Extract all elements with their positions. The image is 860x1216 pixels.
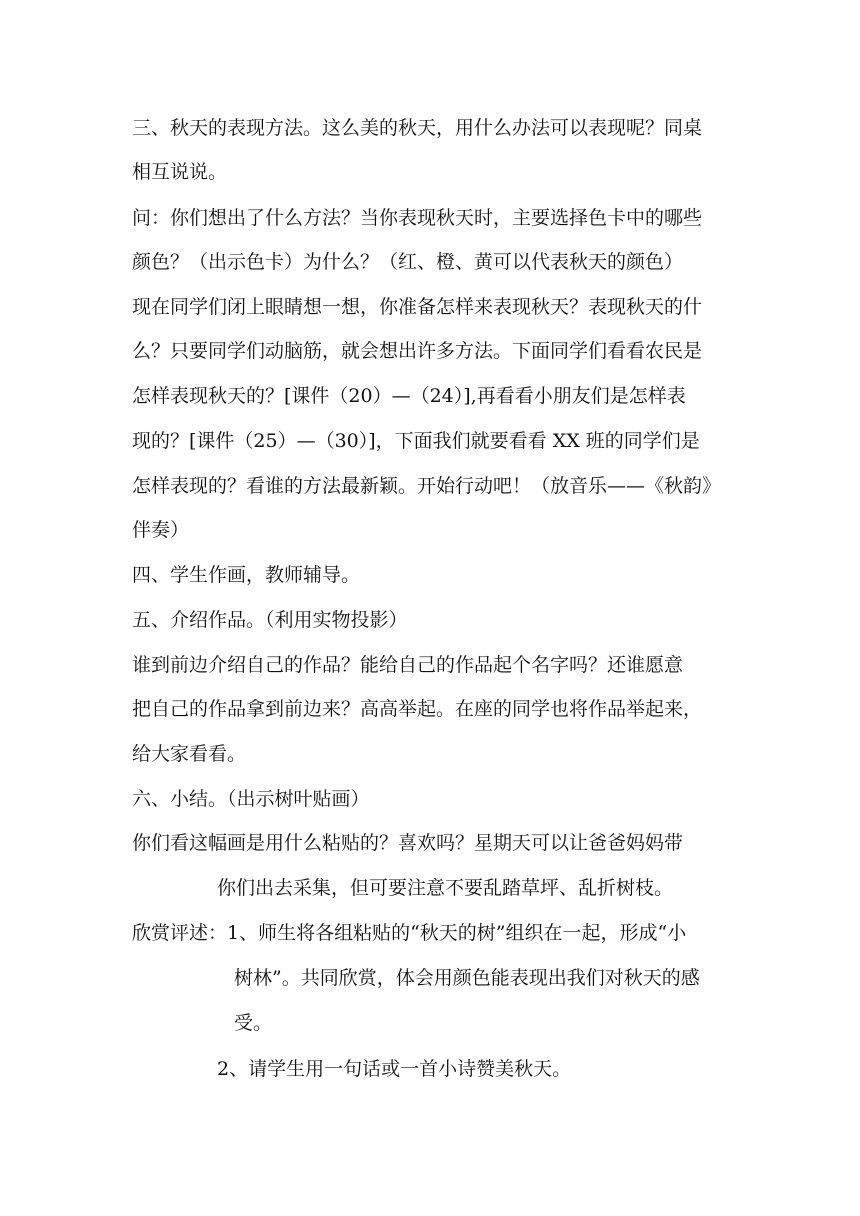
text-line: 问：你们想出了什么方法？当你表现秋天时，主要选择色卡中的哪些 <box>132 207 703 229</box>
text-line: 相互说说。 <box>132 161 228 183</box>
text-line: 把自己的作品拿到前边来？高高举起。在座的同学也将作品举起来， <box>132 698 703 720</box>
section-heading: 六、小结。（出示树叶贴画） <box>132 788 370 810</box>
text-line: 现的？[课件（25）—（30）]，下面我们就要看看 XX 班的同学们是 <box>132 430 700 452</box>
text-line: 受。 <box>234 1012 273 1034</box>
text-line: 么？只要同学们动脑筋，就会想出许多方法。下面同学们看看农民是 <box>132 340 703 362</box>
text-line: 欣赏评述：1、师生将各组粘贴的“秋天的树”组织在一起，形成“小 <box>132 922 687 944</box>
text-line: 树林”。共同欣赏，体会用颜色能表现出我们对秋天的感 <box>234 967 700 989</box>
section-heading: 五、介绍作品。（利用实物投影） <box>132 609 408 631</box>
text-line: 你们出去采集，但可要注意不要乱踏草坪、乱折树枝。 <box>217 877 674 899</box>
text-line: 怎样表现秋天的？[课件（20）—（24）],再看看小朋友们是怎样表 <box>132 385 686 407</box>
text-line: 伴奏） <box>132 519 190 541</box>
text-line: 怎样表现的？看谁的方法最新颖。开始行动吧！（放音乐——《秋韵》 <box>132 475 722 497</box>
text-line: 谁到前边介绍自己的作品？能给自己的作品起个名字吗？还谁愿意 <box>132 654 684 676</box>
text-line: 你们看这幅画是用什么粘贴的？喜欢吗？星期天可以让爸爸妈妈带 <box>132 832 684 854</box>
text-line: 给大家看看。 <box>132 743 247 765</box>
text-line: 颜色？（出示色卡）为什么？（红、橙、黄可以代表秋天的颜色） <box>132 251 684 273</box>
section-heading: 四、学生作画，教师辅导。 <box>132 564 361 586</box>
text-line: 现在同学们闭上眼睛想一想，你准备怎样来表现秋天？表现秋天的什 <box>132 296 703 318</box>
text-line: 2、请学生用一句话或一首小诗赞美秋天。 <box>217 1058 572 1080</box>
text-line: 三、秋天的表现方法。这么美的秋天，用什么办法可以表现呢？同桌 <box>132 117 703 139</box>
